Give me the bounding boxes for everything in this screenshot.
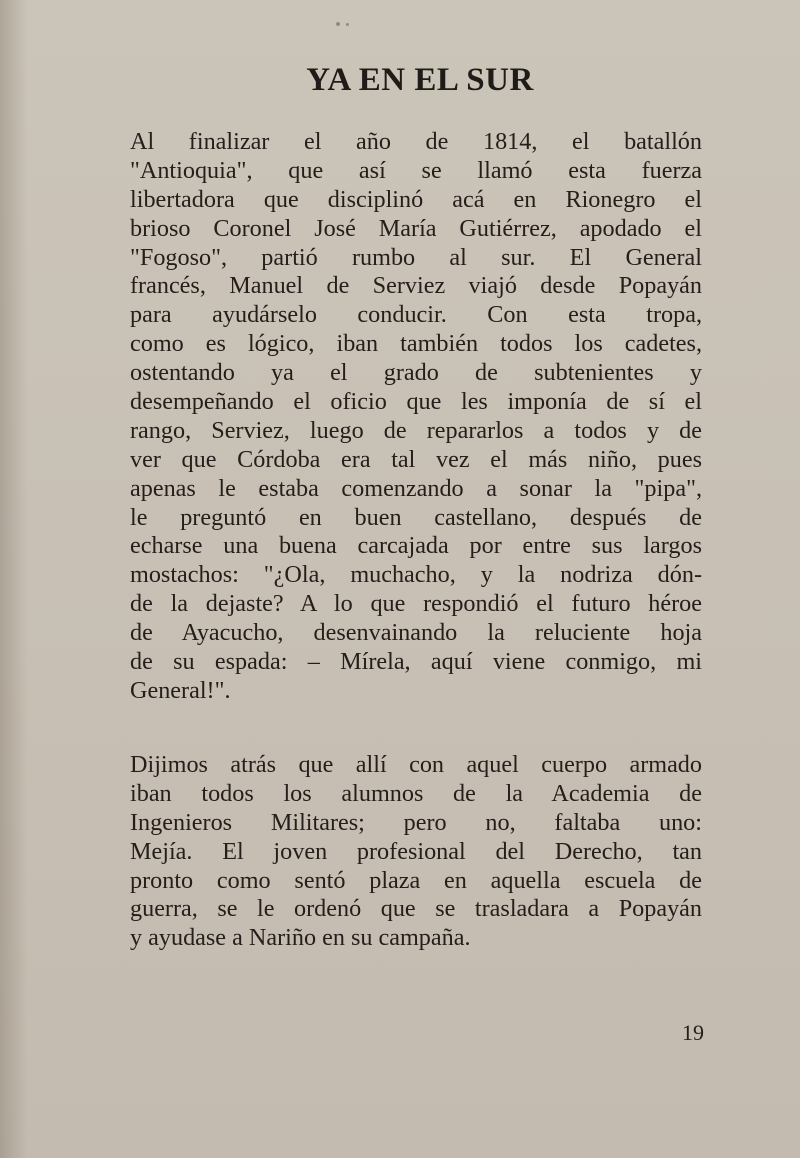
- text-line: desempeñando el oficio que les imponía de sí el: [130, 388, 702, 416]
- text-line: ver que Córdoba era tal vez el más niño, pues: [130, 445, 702, 473]
- text-line: Ingenieros Militares; pero no, faltaba uno:: [130, 808, 702, 836]
- text-line: francés, Manuel de Serviez viajó desde Popayán: [130, 272, 702, 300]
- text-line: Al finalizar el año de 1814, el batallón: [130, 128, 702, 155]
- text-line: iban todos los alumnos de la Academia de: [130, 779, 702, 807]
- text-line: brioso Coronel José María Gutiérrez, apodado el: [130, 214, 702, 242]
- ink-speck: [336, 22, 340, 26]
- text-line: Mejía. El joven profesional del Derecho, tan: [130, 837, 702, 865]
- text-line: libertadora que disciplinó acá en Rionegro el: [130, 185, 702, 213]
- text-line: mostachos: "¿Ola, muchacho, y la nodriza dón-: [130, 561, 702, 589]
- text-line: echarse una buena carcajada por entre sus largos: [130, 532, 702, 560]
- ink-speck: [346, 23, 349, 26]
- text-line: de Ayacucho, desenvainando la reluciente hoja: [130, 619, 702, 647]
- text-line: para ayudárselo conducir. Con esta tropa,: [130, 301, 702, 329]
- paragraph-2: [130, 751, 702, 953]
- text-line: apenas le estaba comenzando a sonar la "pipa",: [130, 474, 702, 502]
- text-line: "Fogoso", partió rumbo al sur. El General: [130, 243, 702, 271]
- text-line: "Antioquia", que así se llamó esta fuerza: [130, 156, 702, 184]
- text-line: le preguntó en buen castellano, después de: [130, 503, 702, 531]
- text-line: General!".: [130, 676, 231, 704]
- text-line: rango, Serviez, luego de repararlos a todos y de: [130, 416, 702, 444]
- text-line: de la dejaste? A lo que respondió el futuro héroe: [130, 590, 702, 618]
- page-number: 19: [682, 1020, 704, 1045]
- chapter-title: YA EN EL SUR: [306, 62, 534, 98]
- text-line: guerra, se le ordenó que se trasladara a Popayán: [130, 895, 702, 923]
- text-line: como es lógico, iban también todos los cadetes,: [130, 330, 702, 358]
- text-line: ostentando ya el grado de subtenientes y: [130, 359, 702, 387]
- text-line: Dijimos atrás que allí con aquel cuerpo armado: [130, 751, 702, 778]
- text-line: pronto como sentó plaza en aquella escuela de: [130, 866, 702, 894]
- paragraph-1: [130, 128, 702, 706]
- text-line: y ayudase a Nariño en su campaña.: [130, 924, 471, 952]
- text-line: de su espada: – Mírela, aquí viene conmigo, mi: [130, 648, 702, 676]
